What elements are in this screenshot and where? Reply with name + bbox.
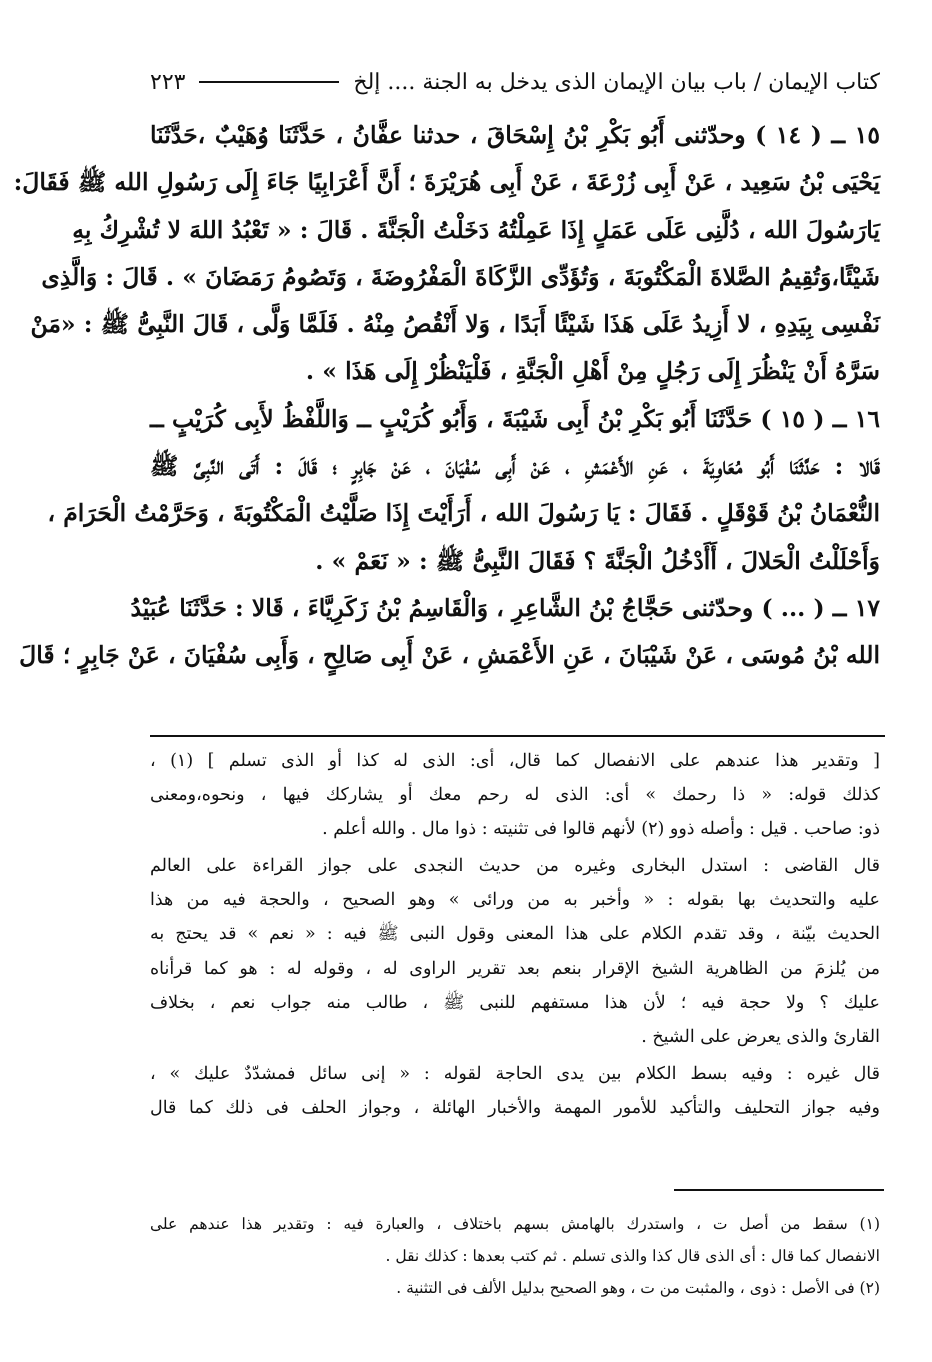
commentary-line: عليك ؟ ولا حجة فيه ؛ لأن هذا مستفهم للنبى ﷺ ، طالب منه جواب نعم ، بخلاف: [150, 992, 880, 1013]
commentary-text: [150, 744, 880, 1125]
commentary-line: من يُلزمَ من الظاهرية الشيخ الإقرار بنعم بعد تقرير الراوى له ، وقوله له : هو كما قرأناه: [150, 958, 880, 979]
commentary-line: وفيه جواز التحليف والتأكيد للأمور المهمة والأخبار الهائلة ، وجواز الحلف فى ذلك كما قال: [150, 1097, 880, 1118]
page-number: ٢٢٣: [150, 69, 186, 95]
hadith-line: يَحْيَى بْنُ سَعِيد ، عَنْ أَبِى زُرْعَةَ ، عَنْ أَبِى هُرَيْرَةَ ؛ أَنَّ أَعْرَابِيًا جَاءَ إِلَى رَسُولِ الله ﷺ فَقَالَ:: [13, 168, 880, 197]
hadith-line: قَالا : حَدَّثَنَا أَبُو مُعَاوِيَةَ ، عَنِ الأَعْمَشِ ، عَنْ أَبِى سُفْيَانَ ، عَنْ جَابِرٍ ؛ قَالَ : أَتَى النَّبِىَّ ﷺ: [150, 452, 880, 481]
footnote-line: (١) سقط من أصل ت ، واستدرك بالهامش بسهم باختلاف ، والعبارة فيه : وتقدير هذا عندهم على: [150, 1215, 880, 1233]
footnote-line: (٢) فى الأصل : ذوى ، والمثبت من ت ، وهو الصحيح بدليل الألف فى التثنية .: [396, 1279, 880, 1297]
hadith-line: النُّعْمَانُ بْنُ قَوْقَلٍ . فَقَالَ : يَا رَسُولَ الله ، أَرَأَيْتَ إِذَا صَلَّيْتُ الْمَكْتُوبَةَ ، وَحَرَّمْتُ الْحَرَامَ ،: [47, 499, 880, 528]
hadith-line: شَيْئًا،وَتُقِيمُ الصَّلاةَ الْمَكْتُوبَةَ ، وَتُؤَدِّى الزَّكَاةَ الْمَفْرُوضَةَ ، وَتَصُومُ رَمَضَانَ » . قَالَ : وَالَّذِى: [41, 262, 880, 291]
running-title: كتاب الإيمان / باب بيان الإيمان الذى يدخل به الجنة .... إلخ: [353, 69, 880, 95]
commentary-line: قال غيره : وفيه بسط الكلام بين يدى الحاجة لقوله : « إنى سائل فمشدّدٌ عليك » ،: [150, 1063, 880, 1084]
footnotes: [150, 1208, 880, 1304]
running-header: [150, 64, 880, 100]
hadith-line: نَفْسِى بِيَدِهِ ، لا أَزِيدُ عَلَى هَذَا شَيْئًا أَبَدًا ، وَلا أَنْقُصُ مِنْهُ . فَلَمَّا وَلَّى ، قَالَ النَّبِىُّ ﷺ : «مَنْ: [30, 310, 880, 339]
commentary-line: الحديث بيّنة ، وقد تقدم الكلام على هذا المعنى وقول النبى ﷺ فيه : « نعم » قد يحتج به: [150, 924, 880, 945]
hadith-line: الله بْنُ مُوسَى ، عَنْ شَيْبَانَ ، عَنِ الأَعْمَشِ ، عَنْ أَبِى صَالِحٍ ، وَأَبِى سُفْيَانَ ، عَنْ جَابِرٍ ؛ قَالَ: [19, 641, 880, 670]
commentary-line: ذو: صاحب . قيل : وأصله ذوو (٢) لأنهم قالوا فى تثنيته : ذوا مال . والله أعلم .: [322, 819, 880, 840]
commentary-line: القارئ والذى يعرض على الشيخ .: [641, 1026, 880, 1047]
hadith-text: [13, 112, 881, 680]
hadith-line: ١٥ ــ ( ١٤ ) وحدّثنى أَبُو بَكْرِ بْنُ إِسْحَاقَ ، حدثنا عفَّانُ ، حَدَّثَنَا وُهَيْبٌ ،حَدَّثَنَا: [150, 121, 881, 149]
main-separator-rule: [150, 735, 885, 737]
commentary-line: كذلك قوله: « ذا رحمك » أى: الذى له رحم معك أو يشاركك فيها ، ونحوه،ومعنى: [150, 785, 880, 806]
footnote-separator-rule: [674, 1189, 884, 1191]
hadith-line: ١٦ ــ ( ١٥ ) حَدَّثَنَا أَبُو بَكْرِ بْنُ أَبِى شَيْبَةَ ، وَأَبُو كُرَيْبٍ ــ وَاللَّفْظُ لأَبِى كُرَيْبٍ ــ: [150, 404, 881, 433]
hadith-line: يَارَسُولَ الله ، دُلَّنِى عَلَى عَمَلٍ إِذَا عَمِلْتُهُ دَخَلْتُ الْجَنَّةَ . قَالَ : « تَعْبُدُ اللهَ لا تُشْرِكُ بِهِ: [72, 215, 880, 244]
header-rule: [199, 81, 339, 83]
hadith-line: وَأَحْلَلْتُ الْحَلالَ ، أَأَدْخُلُ الْجَنَّةَ ؟ فَقَالَ النَّبِىُّ ﷺ : « نَعَمْ » .: [315, 546, 880, 575]
footnote-line: الانفصال كما قال : أى الذى قال كذا والذى تسلم . ثم كتب بعدها : كذلك نقل .: [385, 1247, 880, 1265]
commentary-line: [ وتقدير هذا عندهم على الانفصال كما قال، أى: الذى له كذا أو الذى تسلم ] (١) ،: [150, 751, 880, 771]
commentary-line: قال القاضى : استدل البخارى وغيره من حديث النجدى على جواز القراءة على العالم: [150, 856, 880, 877]
hadith-line: ١٧ ــ ( ... ) وحدّثنى حَجَّاجُ بْنُ الشَّاعِرِ ، وَالْقَاسِمُ بْنُ زَكَرِيَّاءَ ، قَالا : حَدَّثَنَا عُبَيْدُ: [130, 593, 880, 622]
commentary-line: عليه والتحديث بها بقوله : « وأخبر به من ورائى » وهو الصحيح ، والحجة فيه من هذا: [150, 890, 880, 911]
hadith-line: سَرَّهُ أَنْ يَنْظُرَ إِلَى رَجُلٍ مِنْ أَهْلِ الْجَنَّةِ ، فَلْيَنْظُرْ إِلَى هَذَا » .: [305, 357, 880, 386]
